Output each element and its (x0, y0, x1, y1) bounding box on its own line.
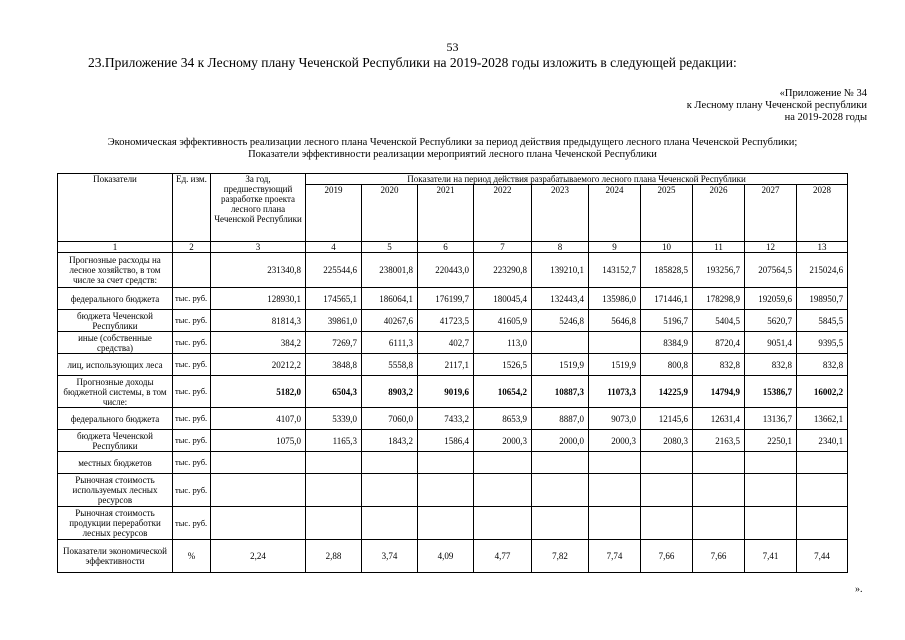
table-cell: 39861,0 (306, 310, 362, 332)
table-cell: 7269,7 (306, 332, 362, 354)
table-cell (745, 474, 797, 507)
table-cell: 10654,2 (474, 376, 532, 408)
table-cell (211, 452, 306, 474)
table-row (58, 452, 848, 474)
table-cell: 215024,6 (797, 253, 848, 288)
table-cell: 192059,6 (745, 288, 797, 310)
table-cell: 6504,3 (306, 376, 362, 408)
table-cell (797, 474, 848, 507)
table-cell (474, 452, 532, 474)
table-cell: 198950,7 (797, 288, 848, 310)
table-cell: 41605,9 (474, 310, 532, 332)
table-cell: 174565,1 (306, 288, 362, 310)
table-cell: 9395,5 (797, 332, 848, 354)
row-unit: тыс. руб. (173, 430, 211, 452)
column-number: 4 (306, 242, 362, 253)
row-label: федерального бюджета (58, 408, 173, 430)
table-cell: 9073,0 (589, 408, 641, 430)
table-cell: 8903,2 (362, 376, 418, 408)
table-cell: 1519,9 (532, 354, 589, 376)
table-cell: 5558,8 (362, 354, 418, 376)
row-unit: тыс. руб. (173, 507, 211, 540)
table-cell: 223290,8 (474, 253, 532, 288)
table-cell: 225544,6 (306, 253, 362, 288)
table-cell: 185828,5 (641, 253, 693, 288)
table-cell: 4107,0 (211, 408, 306, 430)
table-cell: 41723,5 (418, 310, 474, 332)
row-unit: тыс. руб. (173, 310, 211, 332)
table-cell: 2000,0 (532, 430, 589, 452)
table-cell (362, 507, 418, 540)
row-label: лиц, использующих леса (58, 354, 173, 376)
row-unit: % (173, 540, 211, 573)
table-cell: 176199,7 (418, 288, 474, 310)
table-row (58, 376, 848, 408)
table-row (58, 474, 848, 507)
table-cell (418, 507, 474, 540)
table-row (58, 253, 848, 288)
header-year: 2024 (589, 185, 641, 242)
table-row (58, 507, 848, 540)
table-cell: 8384,9 (641, 332, 693, 354)
row-label: местных бюджетов (58, 452, 173, 474)
table-row (58, 540, 848, 573)
indicators-table (57, 173, 848, 573)
table-cell: 14225,9 (641, 376, 693, 408)
row-unit: тыс. руб. (173, 332, 211, 354)
table-cell: 7433,2 (418, 408, 474, 430)
table-cell (589, 507, 641, 540)
table-cell: 7,82 (532, 540, 589, 573)
table-cell: 1843,2 (362, 430, 418, 452)
column-number: 6 (418, 242, 474, 253)
row-label: Прогнозные расходы на лесное хозяйство, в том числе за счет средств: (58, 253, 173, 288)
table-cell: 186064,1 (362, 288, 418, 310)
table-cell: 16002,2 (797, 376, 848, 408)
header-year: 2025 (641, 185, 693, 242)
column-number: 7 (474, 242, 532, 253)
table-cell: 2117,1 (418, 354, 474, 376)
table-cell: 15386,7 (745, 376, 797, 408)
table-cell: 12145,6 (641, 408, 693, 430)
table-cell: 207564,5 (745, 253, 797, 288)
table-cell: 5620,7 (745, 310, 797, 332)
header-previous-year: За год, предшествующий разработке проекта лесного плана Чеченской Республики (211, 174, 306, 242)
table-cell: 4,77 (474, 540, 532, 573)
table-cell: 2000,3 (474, 430, 532, 452)
row-unit: тыс. руб. (173, 288, 211, 310)
table-cell: 2,24 (211, 540, 306, 573)
table-cell: 7,66 (693, 540, 745, 573)
table-cell: 4,09 (418, 540, 474, 573)
row-label: Показатели экономической эффективности (58, 540, 173, 573)
table-cell: 384,2 (211, 332, 306, 354)
table-subtitle (0, 137, 905, 161)
table-cell: 11073,3 (589, 376, 641, 408)
table-row (58, 332, 848, 354)
table-cell (474, 474, 532, 507)
header-plan-period: Показатели на период действия разрабатываемого лесного плана Чеченской Республики (306, 174, 848, 185)
row-unit (173, 253, 211, 288)
table-cell: 2080,3 (641, 430, 693, 452)
table-cell (589, 332, 641, 354)
table-cell (693, 507, 745, 540)
header-year: 2026 (693, 185, 745, 242)
table-cell: 832,8 (745, 354, 797, 376)
table-cell: 5404,5 (693, 310, 745, 332)
table-cell: 1586,4 (418, 430, 474, 452)
table-cell: 3,74 (362, 540, 418, 573)
header-year: 2021 (418, 185, 474, 242)
table-cell: 14794,9 (693, 376, 745, 408)
row-label: иные (собственные средства) (58, 332, 173, 354)
table-cell: 40267,6 (362, 310, 418, 332)
table-cell: 113,0 (474, 332, 532, 354)
column-number: 8 (532, 242, 589, 253)
row-label: Рыночная стоимость используемых лесных ресурсов (58, 474, 173, 507)
table-cell: 7,74 (589, 540, 641, 573)
column-number: 2 (173, 242, 211, 253)
table-cell: 20212,2 (211, 354, 306, 376)
table-row (58, 288, 848, 310)
table-cell (693, 452, 745, 474)
table-cell: 7060,0 (362, 408, 418, 430)
column-number: 12 (745, 242, 797, 253)
table-row (58, 354, 848, 376)
table-cell: 8720,4 (693, 332, 745, 354)
closing-quote: ». (855, 584, 863, 595)
row-unit: тыс. руб. (173, 452, 211, 474)
row-label: Рыночная стоимость продукции переработки лесных ресурсов (58, 507, 173, 540)
table-cell: 5196,7 (641, 310, 693, 332)
table-cell (211, 474, 306, 507)
header-year: 2023 (532, 185, 589, 242)
table-cell (474, 507, 532, 540)
column-number: 10 (641, 242, 693, 253)
header-year: 2028 (797, 185, 848, 242)
table-cell: 5845,5 (797, 310, 848, 332)
table-cell (532, 332, 589, 354)
table-cell: 5246,8 (532, 310, 589, 332)
table-cell: 2000,3 (589, 430, 641, 452)
table-cell: 6111,3 (362, 332, 418, 354)
appendix-line-2: к Лесному плану Чеченской республики (686, 100, 867, 111)
table-cell: 8887,0 (532, 408, 589, 430)
table-cell: 238001,8 (362, 253, 418, 288)
column-number: 9 (589, 242, 641, 253)
document-heading: 23.Приложение 34 к Лесному плану Чеченской Республики на 2019-2028 годы изложить в следующей редакции: (88, 55, 737, 70)
table-cell (589, 452, 641, 474)
table-cell (362, 452, 418, 474)
page-number: 53 (446, 40, 459, 54)
table-cell: 7,66 (641, 540, 693, 573)
table-cell (532, 452, 589, 474)
table-cell: 128930,1 (211, 288, 306, 310)
subtitle-line-1: Экономическая эффективность реализации лесного плана Чеченской Республики за период действия предыдущего лесного плана Чеченской Республики; (107, 137, 798, 148)
table-row (58, 310, 848, 332)
appendix-line-3: на 2019-2028 годы (784, 112, 867, 123)
table-cell: 1526,5 (474, 354, 532, 376)
table-cell (641, 474, 693, 507)
table-cell: 1075,0 (211, 430, 306, 452)
row-unit: тыс. руб. (173, 354, 211, 376)
table-cell: 832,8 (693, 354, 745, 376)
table-cell: 832,8 (797, 354, 848, 376)
table-cell (797, 507, 848, 540)
appendix-reference (687, 88, 867, 124)
header-indicator: Показатели (58, 174, 173, 242)
header-year: 2019 (306, 185, 362, 242)
table-cell (418, 474, 474, 507)
table-cell (745, 452, 797, 474)
table-cell (745, 507, 797, 540)
table-cell: 2340,1 (797, 430, 848, 452)
table-cell: 143152,7 (589, 253, 641, 288)
header-year: 2020 (362, 185, 418, 242)
table-cell: 178298,9 (693, 288, 745, 310)
table-cell: 1519,9 (589, 354, 641, 376)
header-year: 2027 (745, 185, 797, 242)
table-cell (532, 474, 589, 507)
table-cell (306, 474, 362, 507)
row-unit: тыс. руб. (173, 376, 211, 408)
table-cell (362, 474, 418, 507)
column-number: 11 (693, 242, 745, 253)
table-cell (306, 507, 362, 540)
table-cell: 231340,8 (211, 253, 306, 288)
table-cell: 800,8 (641, 354, 693, 376)
table-cell: 139210,1 (532, 253, 589, 288)
header-unit: Ед. изм. (173, 174, 211, 242)
column-number: 1 (58, 242, 173, 253)
table-cell: 13662,1 (797, 408, 848, 430)
table-cell: 13136,7 (745, 408, 797, 430)
table-cell: 2,88 (306, 540, 362, 573)
table-cell: 9051,4 (745, 332, 797, 354)
row-label: бюджета Чеченской Республики (58, 430, 173, 452)
table-cell: 180045,4 (474, 288, 532, 310)
table-cell: 8653,9 (474, 408, 532, 430)
table-cell: 5339,0 (306, 408, 362, 430)
row-label: бюджета Чеченской Республики (58, 310, 173, 332)
table-cell: 2163,5 (693, 430, 745, 452)
column-number: 3 (211, 242, 306, 253)
row-label: федерального бюджета (58, 288, 173, 310)
table-cell (797, 452, 848, 474)
table-cell: 5182,0 (211, 376, 306, 408)
subtitle-line-2: Показатели эффективности реализации мероприятий лесного плана Чеченской Республики (248, 149, 657, 160)
row-unit: тыс. руб. (173, 408, 211, 430)
table-cell: 132443,4 (532, 288, 589, 310)
table-cell: 220443,0 (418, 253, 474, 288)
table-cell: 81814,3 (211, 310, 306, 332)
row-unit: тыс. руб. (173, 474, 211, 507)
table-cell: 171446,1 (641, 288, 693, 310)
table-cell (589, 474, 641, 507)
table-row (58, 408, 848, 430)
column-number: 13 (797, 242, 848, 253)
table-cell: 10887,3 (532, 376, 589, 408)
table-cell: 12631,4 (693, 408, 745, 430)
table-cell: 135986,0 (589, 288, 641, 310)
table-cell: 402,7 (418, 332, 474, 354)
table-cell (641, 507, 693, 540)
column-number: 5 (362, 242, 418, 253)
table-cell: 7,44 (797, 540, 848, 573)
table-cell: 1165,3 (306, 430, 362, 452)
table-cell (211, 507, 306, 540)
table-cell (418, 452, 474, 474)
table-cell: 5646,8 (589, 310, 641, 332)
table-cell (306, 452, 362, 474)
table-cell: 193256,7 (693, 253, 745, 288)
table-cell: 3848,8 (306, 354, 362, 376)
table-cell: 9019,6 (418, 376, 474, 408)
header-year: 2022 (474, 185, 532, 242)
table-cell (532, 507, 589, 540)
table-cell: 2250,1 (745, 430, 797, 452)
appendix-line-1: «Приложение № 34 (779, 88, 867, 99)
table-cell (693, 474, 745, 507)
table-row (58, 430, 848, 452)
table-cell (641, 452, 693, 474)
table-cell: 7,41 (745, 540, 797, 573)
row-label: Прогнозные доходы бюджетной системы, в том числе: (58, 376, 173, 408)
